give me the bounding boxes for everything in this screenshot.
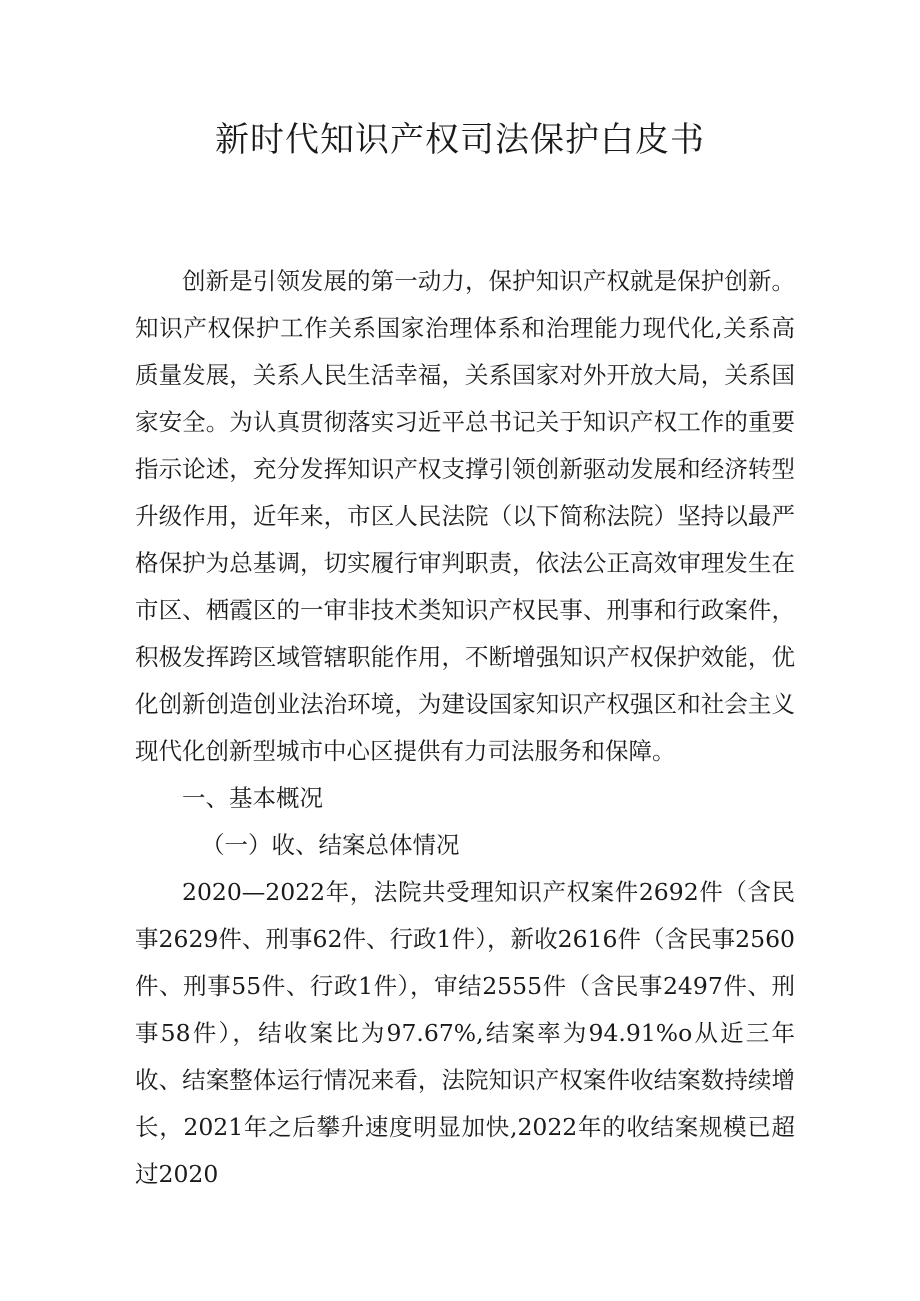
subsection-heading-case-overview: （一）收、结案总体情况 xyxy=(201,831,460,859)
stats-paragraph: 2020—2022年，法院共受理知识产权案件2692件（含民事2629件、刑事62件、行政1件），新收2616件（含民事2560件、刑事55件、行政1件），审结2555件（含民事2497件、刑事58件），结收案比为97.67%,结案率为94.91%o从近三年收、结案整体运行情况来看，法院知识产权案件收结案数持续增长，2021年之后攀升速度明显加快,2022年的收结案规模已超过2020 xyxy=(135,878,795,1188)
document-body xyxy=(135,258,795,1198)
intro-paragraph: 创新是引领发展的第一动力，保护知识产权就是保护创新。知识产权保护工作关系国家治理体系和治理能力现代化,关系高质量发展，关系人民生活幸福，关系国家对外开放大局，关系国家安全。为认真贯彻落实习近平总书记关于知识产权工作的重要指示论述，充分发挥知识产权支撑引领创新驱动发展和经济转型升级作用，近年来，市区人民法院（以下简称法院）坚持以最严格保护为总基调，切实履行审判职责，依法公正高效审理发生在市区、栖霞区的一审非技术类知识产权民事、刑事和行政案件，积极发挥跨区域管辖职能作用，不断增强知识产权保护效能，优化创新创造创业法治环境，为建设国家知识产权强区和社会主义现代化创新型城市中心区提供有力司法服务和保障。 xyxy=(135,267,795,765)
section-heading-basic-overview: 一、基本概况 xyxy=(182,784,323,812)
document-title: 新时代知识产权司法保护白皮书 xyxy=(215,120,705,160)
